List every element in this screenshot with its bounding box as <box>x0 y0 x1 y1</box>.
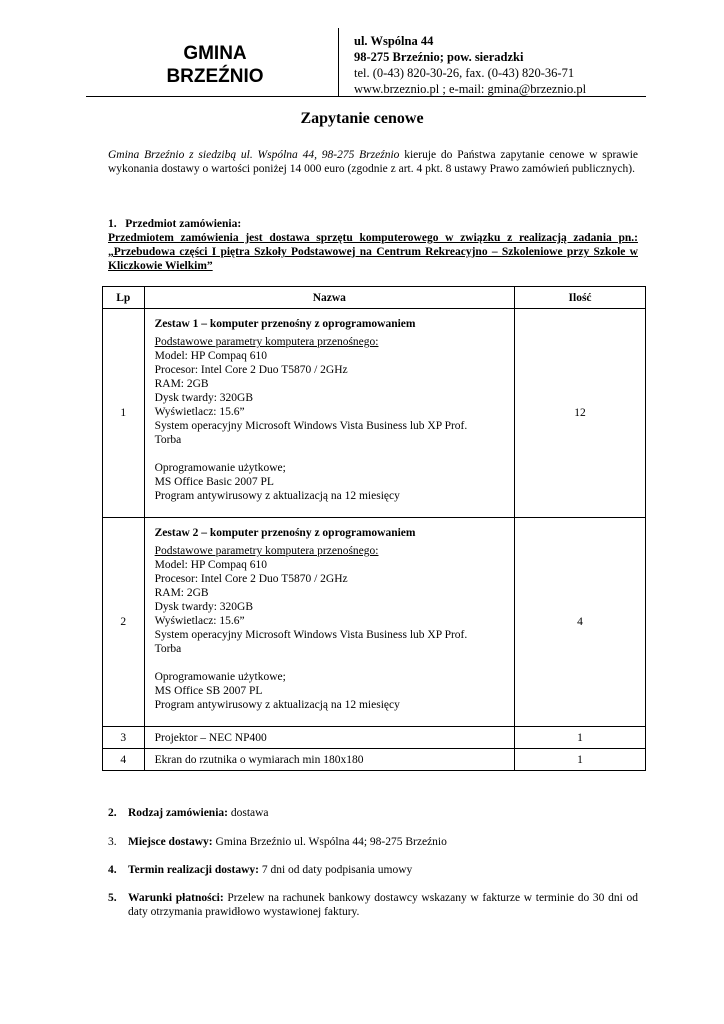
intro-text: kieruje do Państwa zapytanie cenowe w sprawie wykonania dostawy o wartości poniżej 14 000 euro (zgodnie z art. 4 pkt. 8 ustawy Prawo zamówień publicznych). <box>108 149 638 175</box>
item-title: Zestaw 2 – komputer przenośny z oprogramowaniem <box>154 527 416 539</box>
point-order-type <box>108 806 638 820</box>
row-lp: 1 <box>103 309 145 518</box>
point-number: 4. <box>108 864 117 876</box>
table-row <box>103 518 646 727</box>
logo-line-2: BRZEŹNIO <box>166 66 264 87</box>
row-qty: 4 <box>515 518 646 727</box>
table-row <box>103 309 646 518</box>
address-street: ul. Wspólna 44 <box>354 34 434 48</box>
row-qty: 12 <box>515 309 646 518</box>
header-divider-vertical <box>338 28 339 96</box>
intro-sender: Gmina Brzeźnio z siedzibą ul. Wspólna 44, 98-275 Brzeźnio <box>108 149 400 161</box>
point-payment-terms <box>108 891 638 919</box>
address-web: www.brzeznio.pl ; e-mail: gmina@brzeznio.pl <box>354 82 587 96</box>
row-lp: 2 <box>103 518 145 727</box>
param-line: Torba <box>154 434 182 446</box>
logo-line-1: GMINA <box>183 43 247 64</box>
table-row <box>103 727 646 749</box>
point-text: 7 dni od daty podpisania umowy <box>258 864 413 876</box>
param-line: System operacyjny Microsoft Windows Vista Business lub XP Prof. <box>154 629 468 641</box>
header-lp: Lp <box>103 287 145 309</box>
table-header-row <box>103 287 646 309</box>
software-heading: Oprogramowanie użytkowe; <box>154 671 286 683</box>
software-heading: Oprogramowanie użytkowe; <box>154 462 286 474</box>
header-name: Nazwa <box>144 287 514 309</box>
param-line: RAM: 2GB <box>154 378 209 390</box>
header-divider <box>86 96 646 97</box>
point-number: 5. <box>108 892 117 904</box>
param-line: Model: HP Compaq 610 <box>154 350 267 362</box>
software-line: Program antywirusowy z aktualizacją na 12 miesięcy <box>154 699 400 711</box>
row-name: Ekran do rzutnika o wymiarach min 180x180 <box>144 749 514 771</box>
param-line: RAM: 2GB <box>154 587 209 599</box>
document-title: Zapytanie cenowe <box>300 110 424 127</box>
point-delivery-place <box>108 835 638 849</box>
section-1-subject: Przedmiotem zamówienia jest dostawa sprzętu komputerowego w związku z realizacją zadania pn.: „Przebudowa części I piętra Szkoły Podstawowej na Centrum Rekreacyjno – Szkoleniowe przy Szkole w Kliczkowie Wielkim” <box>108 232 638 272</box>
row-name <box>144 309 514 518</box>
param-line: Dysk twardy: 320GB <box>154 601 253 613</box>
point-text: Gmina Brzeźnio ul. Wspólna 44; 98-275 Brzeźnio <box>212 836 447 848</box>
row-name <box>144 518 514 727</box>
address-block <box>354 33 586 97</box>
param-line: Wyświetlacz: 15.6” <box>154 615 245 627</box>
point-label: Warunki płatności: <box>128 892 224 904</box>
row-qty: 1 <box>515 727 646 749</box>
address-city: 98-275 Brzeźnio; pow. sieradzki <box>354 50 524 64</box>
param-line: Torba <box>154 643 182 655</box>
software-line: MS Office SB 2007 PL <box>154 685 263 697</box>
param-line: System operacyjny Microsoft Windows Vista Business lub XP Prof. <box>154 420 468 432</box>
param-line: Procesor: Intel Core 2 Duo T5870 / 2GHz <box>154 364 348 376</box>
table-row <box>103 749 646 771</box>
intro-paragraph <box>108 148 638 176</box>
point-text: Przelew na rachunek bankowy dostawcy wskazany w fakturze w terminie do 30 dni od daty otrzymania prawidłowo wystawionej faktury. <box>128 892 638 918</box>
section-1-heading: 1. Przedmiot zamówienia: <box>108 218 242 230</box>
row-qty: 1 <box>515 749 646 771</box>
point-text: dostawa <box>227 807 269 819</box>
item-title: Zestaw 1 – komputer przenośny z oprogramowaniem <box>154 318 416 330</box>
header-qty: Ilość <box>515 287 646 309</box>
point-label: Rodzaj zamówienia: <box>128 807 228 819</box>
params-heading: Podstawowe parametry komputera przenośnego: <box>154 336 379 348</box>
row-lp: 3 <box>103 727 145 749</box>
point-delivery-term <box>108 863 638 877</box>
point-label: Miejsce dostawy: <box>128 836 213 848</box>
param-line: Wyświetlacz: 15.6” <box>154 406 245 418</box>
row-lp: 4 <box>103 749 145 771</box>
point-number: 3. <box>108 836 117 848</box>
section-1 <box>108 217 638 273</box>
params-heading: Podstawowe parametry komputera przenośnego: <box>154 545 379 557</box>
software-line: MS Office Basic 2007 PL <box>154 476 274 488</box>
param-line: Procesor: Intel Core 2 Duo T5870 / 2GHz <box>154 573 348 585</box>
point-label: Termin realizacji dostawy: <box>128 864 259 876</box>
address-phone: tel. (0-43) 820-30-26, fax. (0-43) 820-36-71 <box>354 66 575 80</box>
municipality-logo <box>120 42 310 88</box>
param-line: Dysk twardy: 320GB <box>154 392 253 404</box>
row-name: Projektor – NEC NP400 <box>144 727 514 749</box>
software-line: Program antywirusowy z aktualizacją na 12 miesięcy <box>154 490 400 502</box>
param-line: Model: HP Compaq 610 <box>154 559 267 571</box>
items-table <box>102 286 646 771</box>
point-number: 2. <box>108 807 117 819</box>
